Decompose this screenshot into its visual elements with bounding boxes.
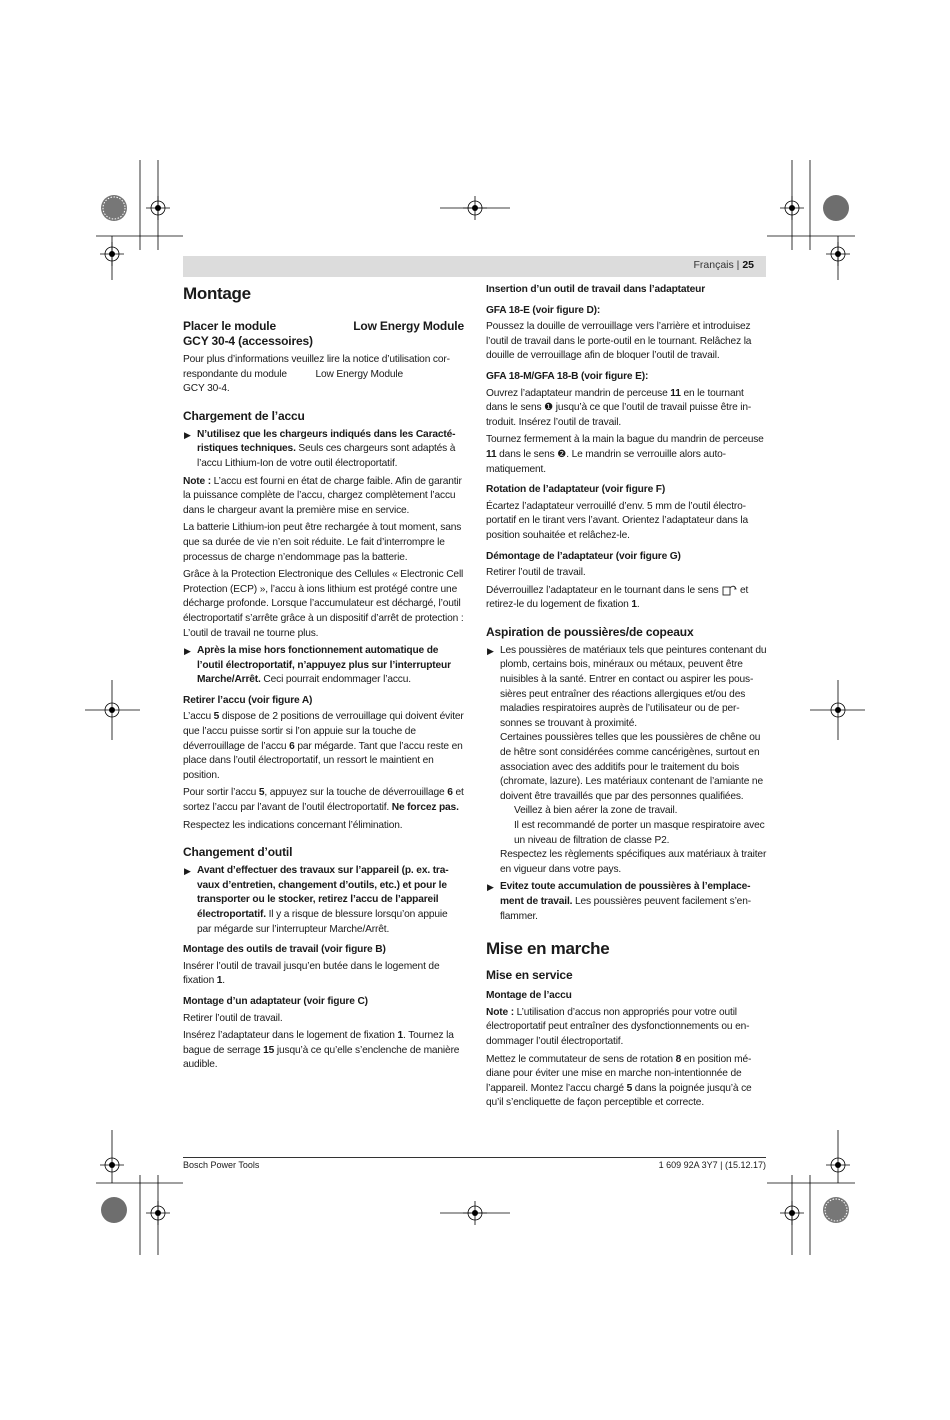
- text: Certaines poussières telles que les poussières de chêne ou de hêtre sont considérées comme cancérigènes, surtout en association avec des additifs pour le traitement du bois (chromate, lazure). Les matériaux contenant de l’amiante ne doivent être travaillés que par des personnes qualifiées.: [500, 732, 763, 802]
- heading-part: Low Energy Module: [353, 319, 464, 333]
- header-section: Français: [693, 259, 734, 271]
- page-header: [183, 256, 766, 277]
- paragraph: [183, 353, 464, 397]
- heading-gfa-18-e: GFA 18-E (voir figure D):: [486, 304, 601, 316]
- text: dans la poignée jusqu’à ce qu’il s’encliquette de façon perceptible et correcte.: [486, 1082, 752, 1109]
- text: 11: [486, 448, 497, 460]
- heading-chargement: Chargement de l’accu: [183, 408, 305, 423]
- text: Tournez fermement à la main la bague du mandrin de perceuse: [486, 434, 764, 446]
- heading-montage-outils: Montage des outils de travail (voir figure B): [183, 944, 386, 956]
- text: Respectez les règlements spécifiques aux matériaux à traiter en vigueur dans votre pays.: [500, 849, 767, 875]
- text: Insérer l’outil de travail jusqu’en butée dans le logement de fixation: [183, 960, 440, 987]
- paragraph: Écartez l’adaptateur verrouillé d’env. 5 mm de l’outil électroportatif en le tirant vers l’avant. Orientez l’adaptateur dans la position souhaitée et relâchez-le.: [486, 500, 749, 541]
- text: jusqu’à ce que l’outil de travail puisse être introduit. Insérez l’outil de travail.: [486, 402, 752, 428]
- text: 5: [258, 787, 265, 799]
- text: Déverrouillez l’adaptateur en le tournant dans le sens: [486, 584, 719, 596]
- text: 6: [447, 787, 453, 799]
- text: Pour sortir l’accu: [183, 787, 259, 799]
- text: par mégarde. Tant que l’accu reste en place dans l’outil électroportatif, un ressort le maintient en position.: [183, 740, 463, 781]
- text: et: [739, 584, 749, 596]
- text: retirez-le du logement de fixation: [486, 599, 632, 611]
- text: L’accu: [183, 711, 214, 723]
- paragraph: [486, 387, 767, 431]
- text: Low Energy Module: [315, 368, 403, 380]
- text: Insérez l’adaptateur dans le logement de fixation: [183, 1030, 398, 1042]
- text: Ouvrez l’adaptateur mandrin de perceuse: [486, 387, 671, 399]
- text: 15: [263, 1044, 275, 1056]
- text: .: [222, 975, 225, 987]
- text: Pour plus d’informations veuillez lire la notice d’utilisation cor-: [183, 354, 450, 365]
- text: , appuyez sur la touche de déverrouillage: [264, 787, 448, 799]
- bullet-icon: ▶: [184, 646, 191, 657]
- paragraph: [486, 433, 767, 477]
- text: Veillez à bien aérer la zone de travail.: [514, 805, 678, 817]
- paragraph: Grâce à la Protection Electronique des Cellules « Electronic Cell Protection (ECP) », l’accu à ions lithium est protégé contre une décharge profonde. Lorsque l’accumulateur est déchargé, l’outil électroportatif s’arrête grâce à un dispositif d’arrêt de protection : L’outil de travail ne tourne plus.: [183, 569, 464, 639]
- paragraph: Poussez la douille de verrouillage vers l’arrière et introduisez l’outil de travail dans le porte-outil en le tournant. Relâchez la douille de verrouillage afin de bloquer l’outil de travail.: [486, 321, 752, 362]
- footer-rule: [183, 1157, 766, 1158]
- heading-part: GCY 30-4 (accessoires): [183, 334, 313, 348]
- header-page-label: Français | 25: [693, 259, 754, 271]
- paragraph: [486, 1053, 767, 1111]
- heading-aspiration: Aspiration de poussières/de copeaux: [486, 624, 694, 639]
- text: .: [636, 599, 640, 611]
- text: N’utilisez que les chargeurs indiqués dans les Caractéristiques techniques.: [197, 428, 456, 455]
- text: Note :: [183, 475, 211, 487]
- paragraph: Retirer l’outil de travail.: [486, 567, 586, 579]
- left-column: [183, 283, 464, 1076]
- paragraph: [183, 475, 464, 519]
- paragraph: Retirer l’outil de travail.: [183, 1012, 283, 1024]
- paragraph: [183, 960, 464, 989]
- list-item: [486, 644, 767, 878]
- paragraph: [183, 710, 464, 783]
- text: 1: [397, 1030, 404, 1042]
- paragraph: La batterie Lithium-ion peut être rechargée à tout moment, sans que sa durée de vie n’en soit réduite. Le fait d’interrompre le processus de charge n’endommage pas la batterie.: [183, 522, 462, 563]
- text: respondante du module: [183, 368, 287, 380]
- header-page-number: 25: [742, 259, 754, 271]
- heading-insertion-outil: Insertion d’un outil de travail dans l’adaptateur: [486, 284, 706, 295]
- heading-montage-accu: Montage de l’accu: [486, 990, 572, 1002]
- text: 1: [216, 975, 223, 987]
- step-2-icon: ❷: [557, 448, 567, 460]
- text: Les poussières de matériaux tels que peintures contenant du plomb, certains bois, minéraux ou métaux, peuvent être nuisibles à la santé. Entrer en contact ou aspirer les poussières peut entraîner des réactions allergiques et/ou des maladies respiratoires auprès de l’utilisateur ou de personnes se trouvant à proximité.: [500, 644, 767, 729]
- paragraph: [486, 1006, 767, 1050]
- text: dans le sens: [496, 448, 558, 460]
- rotate-unlock-icon: [721, 584, 737, 596]
- text: GCY 30-4.: [183, 383, 230, 395]
- text: Ne forcez pas.: [391, 802, 459, 814]
- paragraph: Respectez les indications concernant l’élimination.: [183, 819, 403, 831]
- bullet-icon: ▶: [487, 645, 494, 656]
- heading-rotation-adaptateur: Rotation de l’adaptateur (voir figure F): [486, 484, 666, 496]
- heading-changement-outil: Changement d’outil: [183, 845, 293, 860]
- text: Les poussières peuvent facilement s’enflammer.: [500, 895, 752, 922]
- text: en le tournant dans le sens: [486, 387, 744, 414]
- text: 5: [213, 711, 220, 723]
- heading-demontage-adaptateur: Démontage de l’adaptateur (voir figure G): [486, 550, 681, 562]
- text: Il est recommandé de porter un masque respiratoire avec un niveau de filtration de classe P2.: [514, 820, 765, 846]
- right-column: [486, 283, 767, 1114]
- text: Seuls ces chargeurs sont adaptés à l’accu Lithium-Ion de votre outil électroportatif.: [197, 443, 456, 469]
- heading-montage-adaptateur: Montage d’un adaptateur (voir figure C): [183, 995, 368, 1007]
- bullet-icon: ▶: [487, 882, 494, 893]
- text: 6: [289, 740, 295, 752]
- text: 8: [675, 1053, 682, 1065]
- section-title-montage: Montage: [183, 284, 251, 303]
- list-item: [183, 644, 464, 688]
- section-title-mise-en-marche: Mise en marche: [486, 939, 610, 959]
- text: L’utilisation d’accus non appropriés pour votre outil électroportatif peut entraîner des dysfonctionnements ou endommager l’outil électroportatif.: [486, 1006, 750, 1047]
- text: et sortez l’accu par l’avant de l’outil électroportatif.: [183, 787, 464, 814]
- text: en position médiane pour éviter une mise en marche non-intentionnée de l’appareil. Montez l’accu chargé: [486, 1053, 752, 1094]
- text: Note :: [486, 1006, 514, 1018]
- text: . Le mandrin se verrouille alors automatiquement.: [486, 448, 727, 475]
- paragraph: [486, 584, 767, 613]
- footer-document-code: 1 609 92A 3Y7 | (15.12.17): [658, 1160, 766, 1170]
- footer-brand: Bosch Power Tools: [183, 1160, 260, 1170]
- text: . Tournez la bague de serrage: [183, 1030, 454, 1056]
- heading-retirer-accu: Retirer l’accu (voir figure A): [183, 694, 313, 706]
- step-1-icon: ❶: [544, 402, 554, 414]
- text: L’accu est fourni en état de charge faible. Afin de garantir la puissance complète de l’accu, chargez complètement l’accu dans le chargeur avant la première mise en service.: [183, 475, 462, 516]
- text: Evitez toute accumulation de poussières à l’emplacement de travail.: [500, 881, 751, 907]
- text: dispose de 2 positions de verrouillage qui doivent éviter que l’accu puisse sortir si l’on appuie sur la touche de déverrouillage de l’accu: [183, 711, 464, 752]
- heading-mise-en-service: Mise en service: [486, 968, 573, 983]
- bullet-icon: ▶: [184, 429, 191, 440]
- heading-part: Placer le module: [183, 319, 276, 333]
- text: Avant d’effectuer des travaux sur l’appareil (p. ex. travaux d’entretien, changement d’outils, etc.) et pour le transporter ou le stocker, retirez l’accu de l’appareil électroportatif.: [197, 865, 449, 920]
- heading-gfa-18-m: GFA 18-M/GFA 18-B (voir figure E):: [486, 370, 649, 382]
- text: 11: [670, 387, 681, 399]
- list-item: [183, 864, 464, 937]
- text: Ceci pourrait endommager l’accu.: [260, 674, 411, 686]
- text: 5: [626, 1082, 633, 1094]
- list-item: [486, 880, 767, 924]
- text: jusqu’à ce qu’elle s’enclenche de manière audible.: [183, 1044, 460, 1071]
- list-item: [183, 428, 464, 472]
- bullet-icon: ▶: [184, 866, 191, 877]
- text: Il y a risque de blessure lorsqu’on appuie par mégarde sur l’interrupteur Marche/Arrêt.: [197, 909, 448, 935]
- text: 1: [631, 599, 637, 611]
- paragraph: [183, 1029, 464, 1073]
- heading-placer-module: [183, 319, 464, 349]
- text: Mettez le commutateur de sens de rotation: [486, 1053, 676, 1065]
- text: Après la mise hors fonctionnement automatique de l’outil électroportatif, n’appuyez plus sur l’interrupteur Marche/Arrêt.: [197, 645, 451, 686]
- paragraph: [183, 786, 464, 815]
